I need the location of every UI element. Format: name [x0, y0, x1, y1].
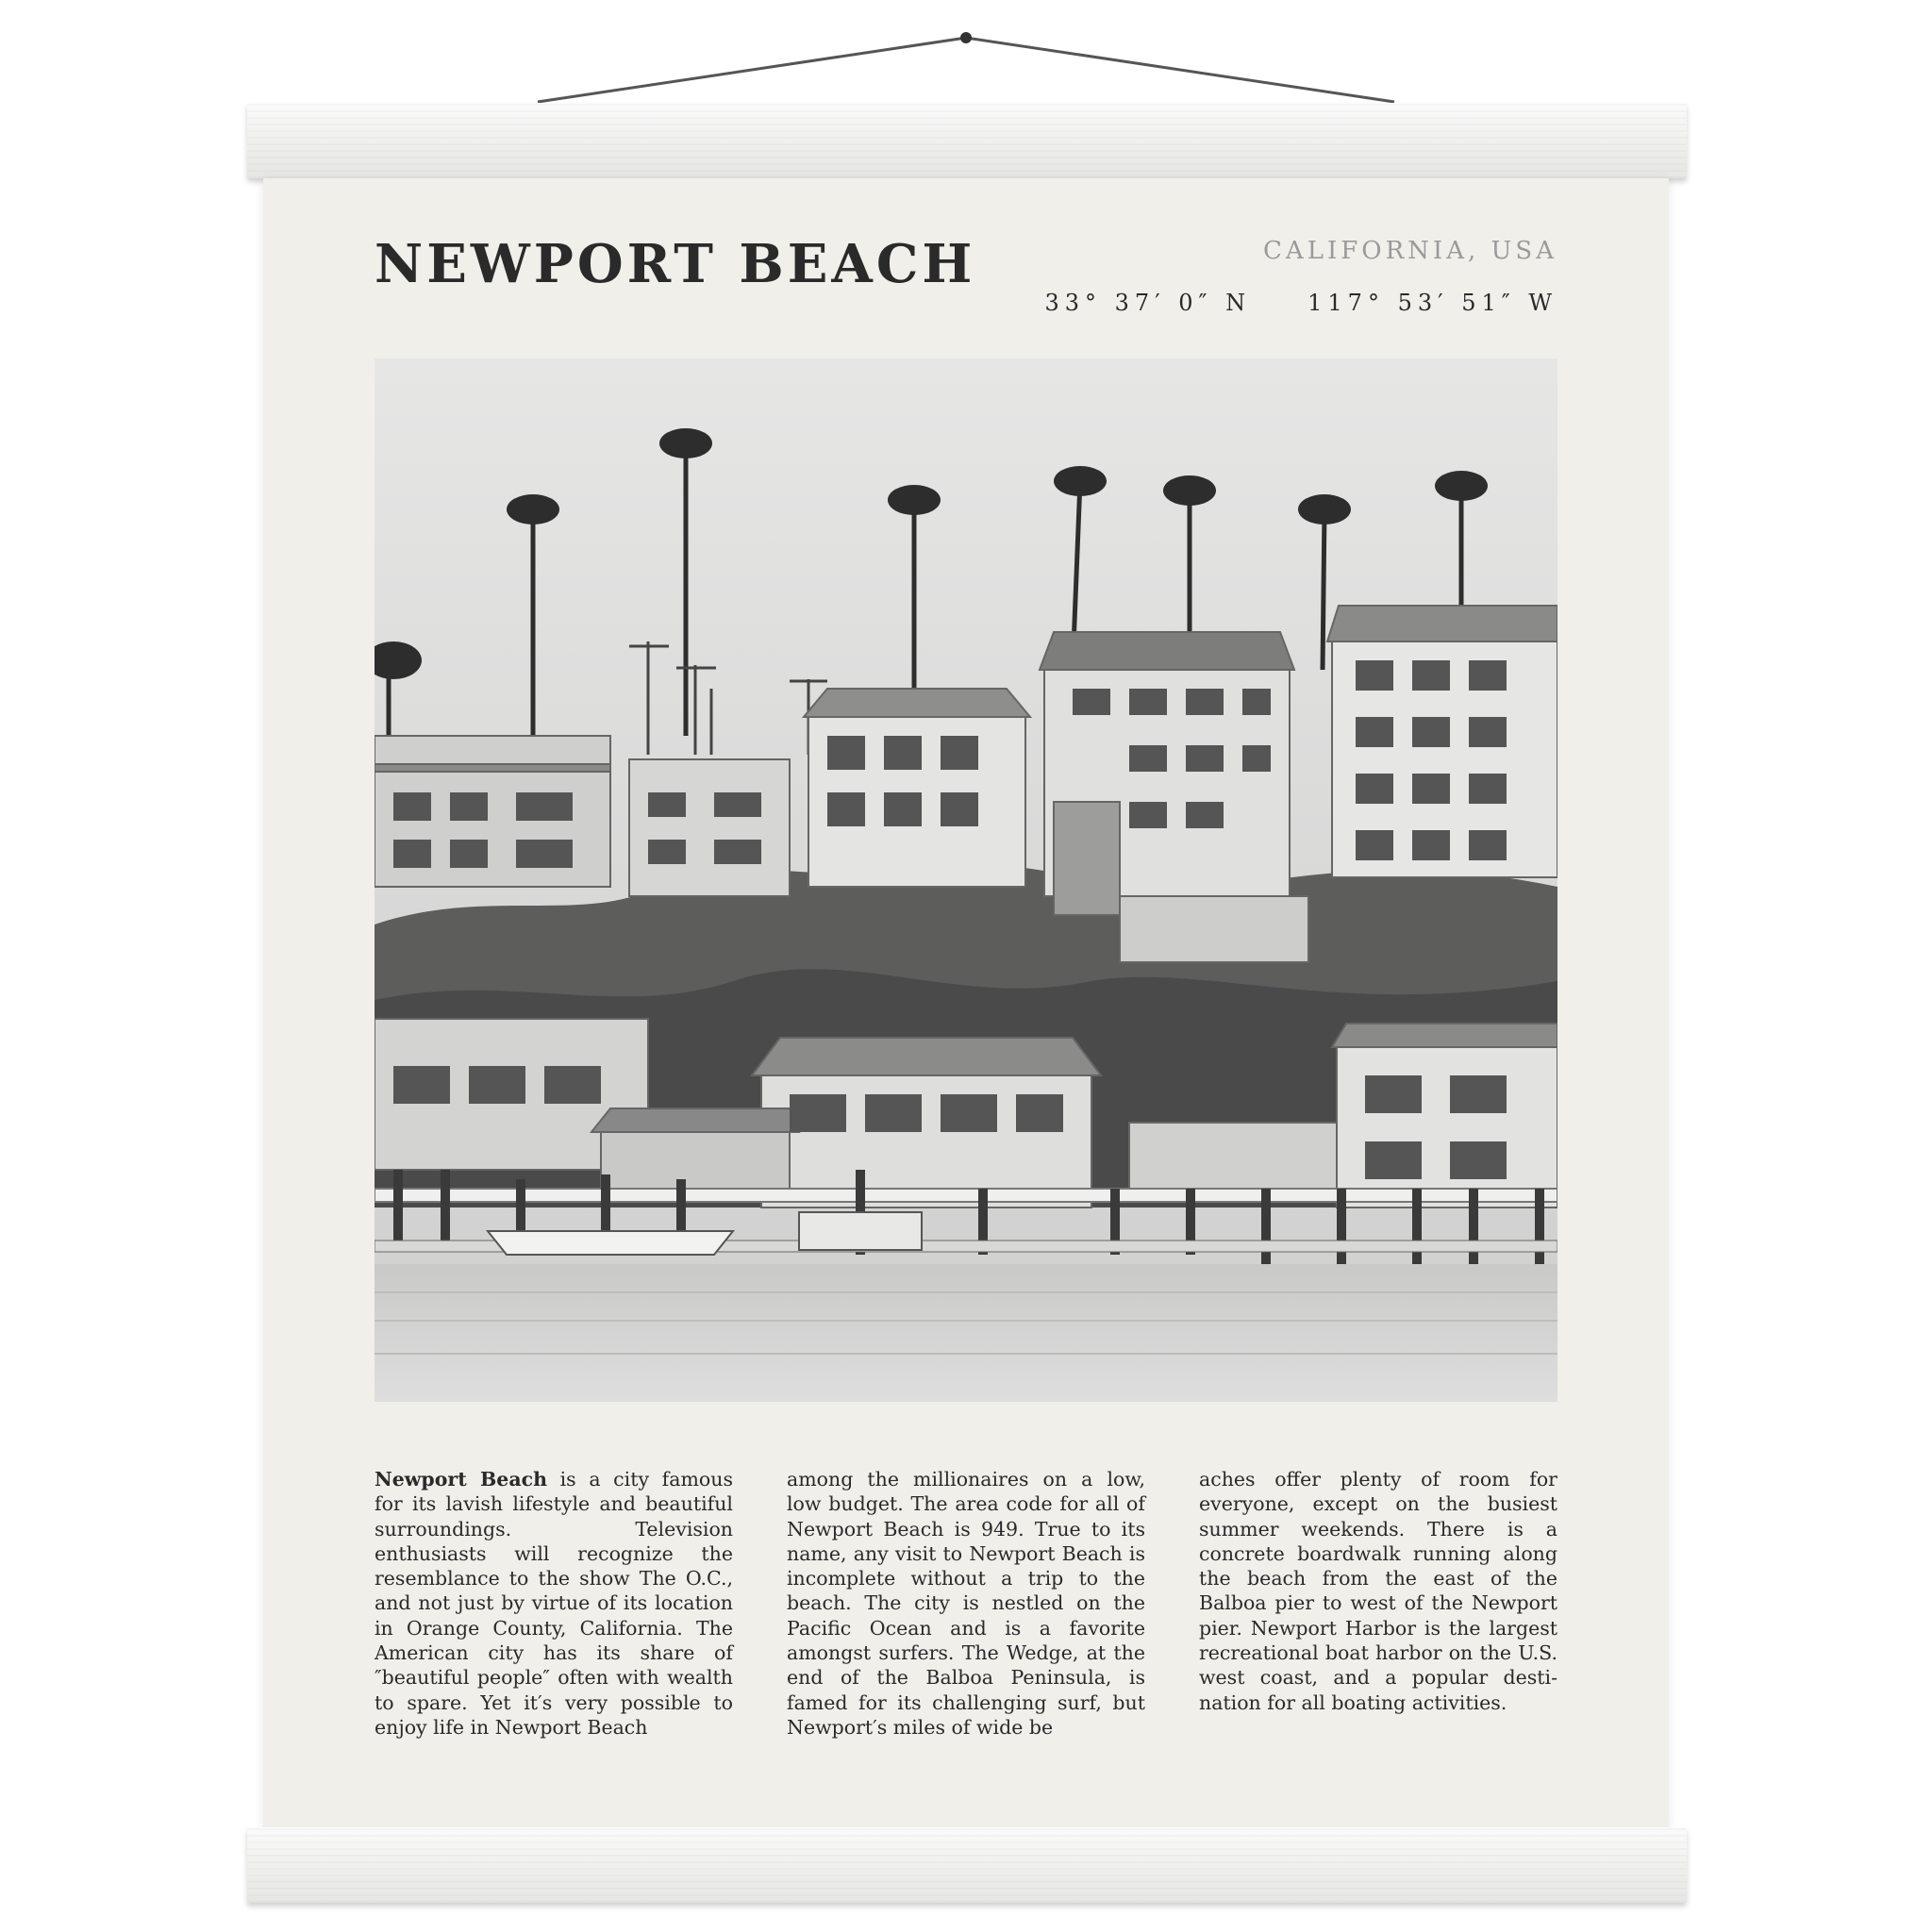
lead-city-name: Newport Beach: [375, 1468, 547, 1491]
text-column-2: [787, 1467, 1145, 1740]
description-columns: [375, 1467, 1557, 1740]
harbor-photo: [375, 358, 1557, 1402]
region-label: CALIFORNIA, USA: [1263, 237, 1557, 265]
bottom-hanger-rail: [247, 1827, 1687, 1903]
text-column-1-body: is a city famous for its lavish lifestyle and beautiful surroundings. Television enthusiasts will recognize the resemblance to the show The O.C., and not just by virtue of its location in Orange County, California. The American city has its share of ″beautiful people″ often with wealth to spare. Yet it′s very possible to enjoy life in Newport Beach: [375, 1468, 733, 1739]
poster-hanger-string: [0, 0, 1932, 113]
poster-title: NEWPORT BEACH: [375, 233, 976, 295]
poster: [263, 178, 1669, 1827]
coordinates: [1044, 290, 1557, 316]
top-hanger-rail: [247, 103, 1687, 178]
longitude: 117° 53′ 51″ W: [1307, 290, 1557, 316]
text-column-1: [375, 1467, 733, 1740]
text-column-3: [1199, 1467, 1557, 1740]
text-column-2-body: among the millionaires on a low, low budget. The area code for all of Newport Beach is 949. True to its name, any visit to Newport Beach is incomplete without a trip to the beach. The city is nestled on the Pacific Ocean and is a favorite amongst surfers. The Wedge, at the end of the Balboa Peninsula, is famed for its challenging surf, but Newport′s miles of wide be: [787, 1468, 1145, 1739]
latitude: 33° 37′ 0″ N: [1044, 290, 1252, 316]
text-column-3-body: aches offer plenty of room for everyone, except on the busiest summer weekends. There is a concrete boardwalk running along the beach from the east of the Balboa pier to west of the Newport pier. Newport Harbor is the largest recreational boat harbor on the U.S. west coast, and a popular destination for all boating activities.: [1199, 1468, 1557, 1714]
